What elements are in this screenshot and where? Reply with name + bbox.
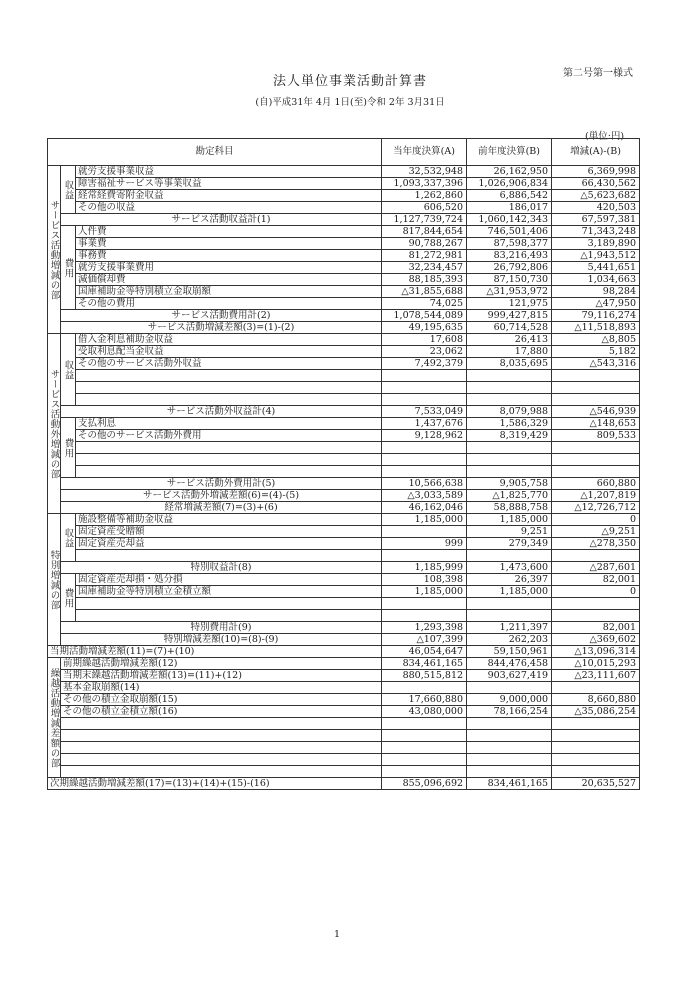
diff-value: 79,116,274: [552, 310, 640, 322]
diff-value: 420,503: [552, 202, 640, 214]
diff-value: [552, 550, 640, 562]
table-row: [48, 514, 640, 526]
table-row: [48, 190, 640, 202]
current-value: [382, 610, 467, 622]
table-row: [48, 298, 640, 310]
blank-cell: [76, 466, 382, 478]
subtotal-label: 特別費用計(9): [61, 622, 382, 634]
blank-cell: [61, 742, 382, 754]
current-value: [382, 718, 467, 730]
blank-cell: [76, 382, 382, 394]
diff-value: △9,251: [552, 526, 640, 538]
diff-value: 20,635,527: [552, 778, 640, 790]
difference-row: [48, 502, 640, 514]
current-value: 17,608: [382, 334, 467, 346]
table-row: [48, 274, 640, 286]
diff-value: △23,111,607: [552, 670, 640, 682]
diff-value: △8,805: [552, 334, 640, 346]
table-row: [48, 742, 640, 754]
previous-value: 87,598,377: [467, 238, 552, 250]
previous-value: 121,975: [467, 298, 552, 310]
account-label: 事務費: [76, 250, 382, 262]
previous-value: 78,166,254: [467, 706, 552, 718]
table-row: [48, 706, 640, 718]
blank-cell: [61, 718, 382, 730]
total-row: [48, 646, 640, 658]
previous-value: [467, 550, 552, 562]
diff-value: △546,939: [552, 406, 640, 418]
table-row: [48, 442, 640, 454]
previous-value: [467, 742, 552, 754]
diff-value: [552, 466, 640, 478]
current-value: 1,293,398: [382, 622, 467, 634]
table-row: [48, 370, 640, 382]
total-label: 次期繰越活動増減差額(17)=(13)+(14)+(15)-(16): [48, 778, 382, 790]
table-row: [48, 358, 640, 370]
previous-value: 1,185,000: [467, 586, 552, 598]
previous-value: 60,714,528: [467, 322, 552, 334]
diff-value: 0: [552, 514, 640, 526]
diff-value: △11,518,893: [552, 322, 640, 334]
blank-cell: [61, 730, 382, 742]
table-row: [48, 730, 640, 742]
diff-value: △1,943,512: [552, 250, 640, 262]
current-value: [382, 454, 467, 466]
income-subgroup-label: 収益: [61, 514, 76, 562]
previous-value: △1,825,770: [467, 490, 552, 502]
current-value: [382, 466, 467, 478]
blank-cell: [76, 610, 382, 622]
diff-value: [552, 382, 640, 394]
previous-value: 6,886,542: [467, 190, 552, 202]
current-value: 1,185,000: [382, 586, 467, 598]
expense-subgroup-label: 費用: [61, 574, 76, 622]
current-value: 834,461,165: [382, 658, 467, 670]
diff-value: [552, 766, 640, 778]
subtotal-label: サービス活動外収益計(4): [61, 406, 382, 418]
total-label: 当期活動増減差額(11)=(7)+(10): [48, 646, 382, 658]
account-label: その他のサービス活動外収益: [76, 358, 382, 370]
previous-value: [467, 718, 552, 730]
account-label: その他の積立金積立額(16): [61, 706, 382, 718]
blank-cell: [61, 754, 382, 766]
previous-value: 1,586,329: [467, 418, 552, 430]
current-value: 90,788,267: [382, 238, 467, 250]
current-value: 1,185,000: [382, 514, 467, 526]
table-row: [48, 694, 640, 706]
diff-value: 82,001: [552, 622, 640, 634]
current-value: 17,660,880: [382, 694, 467, 706]
col-header-current: 当年度決算(A): [382, 139, 467, 166]
difference-label: 特別増減差額(10)=(8)-(9): [61, 634, 382, 646]
difference-label: 経常増減差額(7)=(3)+(6): [61, 502, 382, 514]
subtotal-label: サービス活動収益計(1): [61, 214, 382, 226]
difference-row: [48, 322, 640, 334]
previous-value: 1,026,906,834: [467, 178, 552, 190]
account-label: 障害福祉サービス等事業収益: [76, 178, 382, 190]
diff-value: [552, 754, 640, 766]
subtotal-row: [48, 478, 640, 490]
previous-value: [467, 598, 552, 610]
group-label-service: サービス活動増減の部: [48, 166, 61, 334]
table-row: [48, 550, 640, 562]
previous-value: 26,397: [467, 574, 552, 586]
current-value: 606,520: [382, 202, 467, 214]
account-label: 経常経費寄附金収益: [76, 190, 382, 202]
previous-value: △31,953,972: [467, 286, 552, 298]
col-header-previous: 前年度決算(B): [467, 139, 552, 166]
blank-cell: [61, 766, 382, 778]
table-row: [48, 610, 640, 622]
previous-value: 8,319,429: [467, 430, 552, 442]
diff-value: 67,597,381: [552, 214, 640, 226]
subtotal-row: [48, 562, 640, 574]
expense-subgroup-label: 費用: [61, 418, 76, 478]
diff-value: [552, 742, 640, 754]
diff-value: [552, 454, 640, 466]
subtotal-row: [48, 214, 640, 226]
table-row: [48, 394, 640, 406]
current-value: 1,078,544,089: [382, 310, 467, 322]
current-value: △3,033,589: [382, 490, 467, 502]
difference-row: [48, 490, 640, 502]
account-label: 借入金利息補助金収益: [76, 334, 382, 346]
previous-value: 186,017: [467, 202, 552, 214]
previous-value: [467, 466, 552, 478]
previous-value: 844,476,458: [467, 658, 552, 670]
current-value: 74,025: [382, 298, 467, 310]
previous-value: 26,413: [467, 334, 552, 346]
blank-cell: [76, 550, 382, 562]
diff-value: 3,189,890: [552, 238, 640, 250]
previous-value: [467, 754, 552, 766]
header-row: [48, 139, 640, 166]
account-label: その他の収益: [76, 202, 382, 214]
current-value: 32,234,457: [382, 262, 467, 274]
table-row: [48, 586, 640, 598]
current-value: [382, 682, 467, 694]
current-value: 32,532,948: [382, 166, 467, 178]
diff-value: △148,653: [552, 418, 640, 430]
current-value: 9,128,962: [382, 430, 467, 442]
table-row: [48, 574, 640, 586]
previous-value: [467, 766, 552, 778]
income-subgroup-label: 収益: [61, 334, 76, 406]
table-row: [48, 250, 640, 262]
diff-value: [552, 730, 640, 742]
diff-value: [552, 442, 640, 454]
group-label-nonservice: サービス活動外増減の部: [48, 334, 61, 514]
diff-value: △13,096,314: [552, 646, 640, 658]
table-row: [48, 166, 640, 178]
current-value: [382, 382, 467, 394]
diff-value: [552, 598, 640, 610]
account-label: 人件費: [76, 226, 382, 238]
previous-value: 59,150,961: [467, 646, 552, 658]
diff-value: [552, 394, 640, 406]
difference-row: [48, 634, 640, 646]
account-label: 事業費: [76, 238, 382, 250]
diff-value: 0: [552, 586, 640, 598]
statement-body: [48, 139, 640, 790]
current-value: [382, 526, 467, 538]
previous-value: 8,035,695: [467, 358, 552, 370]
group-label-carryover: 繰越活動増減差額の部: [48, 658, 61, 778]
table-row: [48, 598, 640, 610]
subtotal-row: [48, 622, 640, 634]
blank-cell: [76, 598, 382, 610]
document-title: 法人単位事業活動計算書: [272, 74, 427, 89]
current-value: 1,437,676: [382, 418, 467, 430]
previous-value: [467, 610, 552, 622]
account-label: その他の費用: [76, 298, 382, 310]
difference-label: サービス活動外増減差額(6)=(4)-(5): [61, 490, 382, 502]
previous-value: 834,461,165: [467, 778, 552, 790]
diff-value: [552, 370, 640, 382]
previous-value: 1,185,000: [467, 514, 552, 526]
current-value: 7,533,049: [382, 406, 467, 418]
current-value: 1,262,860: [382, 190, 467, 202]
previous-value: 26,792,806: [467, 262, 552, 274]
group-label-special: 特別増減の部: [48, 514, 61, 646]
table-row: [48, 670, 640, 682]
current-value: [382, 754, 467, 766]
current-value: 817,844,654: [382, 226, 467, 238]
previous-value: [467, 394, 552, 406]
previous-value: 9,905,758: [467, 478, 552, 490]
table-row: [48, 382, 640, 394]
unit-note: (単位:円): [585, 131, 625, 142]
account-label: 就労支援事業収益: [76, 166, 382, 178]
income-subgroup-label: 収益: [61, 166, 76, 214]
current-value: 999: [382, 538, 467, 550]
current-value: 108,398: [382, 574, 467, 586]
blank-cell: [76, 454, 382, 466]
current-value: [382, 394, 467, 406]
table-row: [48, 238, 640, 250]
diff-value: 5,182: [552, 346, 640, 358]
diff-value: [552, 718, 640, 730]
diff-value: △278,350: [552, 538, 640, 550]
activity-statement-table: [47, 138, 640, 790]
col-header-diff: 増減(A)-(B): [552, 139, 640, 166]
previous-value: 9,000,000: [467, 694, 552, 706]
previous-value: 279,349: [467, 538, 552, 550]
diff-value: △12,726,712: [552, 502, 640, 514]
previous-value: 1,211,397: [467, 622, 552, 634]
previous-value: 1,060,142,343: [467, 214, 552, 226]
diff-value: △5,623,682: [552, 190, 640, 202]
current-value: 81,272,981: [382, 250, 467, 262]
diff-value: △287,601: [552, 562, 640, 574]
table-row: [48, 178, 640, 190]
subtotal-label: 特別収益計(8): [61, 562, 382, 574]
account-label: 減価償却費: [76, 274, 382, 286]
diff-value: △1,207,819: [552, 490, 640, 502]
table-row: [48, 286, 640, 298]
account-label: 固定資産売却益: [76, 538, 382, 550]
current-value: 46,162,046: [382, 502, 467, 514]
table-row: [48, 682, 640, 694]
page-number: 1: [334, 929, 341, 940]
diff-value: 82,001: [552, 574, 640, 586]
previous-value: [467, 442, 552, 454]
table-row: [48, 526, 640, 538]
previous-value: 1,473,600: [467, 562, 552, 574]
diff-value: △35,086,254: [552, 706, 640, 718]
previous-value: [467, 382, 552, 394]
diff-value: [552, 682, 640, 694]
table-row: [48, 202, 640, 214]
previous-value: 903,627,419: [467, 670, 552, 682]
diff-value: 5,441,651: [552, 262, 640, 274]
blank-cell: [76, 442, 382, 454]
previous-value: 83,216,493: [467, 250, 552, 262]
current-value: 1,093,337,396: [382, 178, 467, 190]
current-value: 43,080,000: [382, 706, 467, 718]
account-label: 前期繰越活動増減差額(12): [61, 658, 382, 670]
current-value: 49,195,635: [382, 322, 467, 334]
table-row: [48, 454, 640, 466]
diff-value: [552, 610, 640, 622]
table-row: [48, 658, 640, 670]
current-value: 46,054,647: [382, 646, 467, 658]
previous-value: 999,427,815: [467, 310, 552, 322]
current-value: 10,566,638: [382, 478, 467, 490]
previous-value: 26,162,950: [467, 166, 552, 178]
blank-cell: [76, 370, 382, 382]
account-label: 基本金取崩額(14): [61, 682, 382, 694]
col-header-account: 勘定科目: [48, 139, 382, 166]
current-value: 1,185,999: [382, 562, 467, 574]
current-value: [382, 766, 467, 778]
current-value: 855,096,692: [382, 778, 467, 790]
table-row: [48, 418, 640, 430]
subtotal-label: サービス活動外費用計(5): [61, 478, 382, 490]
account-label: 就労支援事業費用: [76, 262, 382, 274]
account-label: 施設整備等補助金収益: [76, 514, 382, 526]
diff-value: 71,343,248: [552, 226, 640, 238]
current-value: △31,855,688: [382, 286, 467, 298]
previous-value: [467, 454, 552, 466]
account-label: 支払利息: [76, 418, 382, 430]
current-value: 88,185,393: [382, 274, 467, 286]
account-label: その他の積立金取崩額(15): [61, 694, 382, 706]
subtotal-label: サービス活動費用計(2): [61, 310, 382, 322]
fiscal-period: (自)平成31年 4月 1日(至)令和 2年 3月31日: [255, 97, 445, 108]
table-row: [48, 262, 640, 274]
diff-value: △47,950: [552, 298, 640, 310]
current-value: [382, 550, 467, 562]
table-row: [48, 334, 640, 346]
previous-value: 746,501,406: [467, 226, 552, 238]
diff-value: △543,316: [552, 358, 640, 370]
current-value: [382, 370, 467, 382]
subtotal-row: [48, 406, 640, 418]
account-label: 国庫補助金等特別積立金取崩額: [76, 286, 382, 298]
diff-value: △10,015,293: [552, 658, 640, 670]
previous-value: 9,251: [467, 526, 552, 538]
previous-value: 262,203: [467, 634, 552, 646]
account-label: 固定資産受贈額: [76, 526, 382, 538]
table-row: [48, 430, 640, 442]
diff-value: △369,602: [552, 634, 640, 646]
table-row: [48, 766, 640, 778]
previous-value: 58,888,758: [467, 502, 552, 514]
current-value: [382, 442, 467, 454]
current-value: 880,515,812: [382, 670, 467, 682]
account-label: 当期末繰越活動増減差額(13)=(11)+(12): [61, 670, 382, 682]
diff-value: 809,533: [552, 430, 640, 442]
previous-value: [467, 370, 552, 382]
current-value: 1,127,739,724: [382, 214, 467, 226]
previous-value: [467, 682, 552, 694]
previous-value: 87,150,730: [467, 274, 552, 286]
previous-value: 8,079,988: [467, 406, 552, 418]
form-number: 第二号第一様式: [563, 68, 633, 79]
current-value: [382, 742, 467, 754]
previous-value: [467, 730, 552, 742]
previous-value: 17,880: [467, 346, 552, 358]
diff-value: 660,880: [552, 478, 640, 490]
diff-value: 6,369,998: [552, 166, 640, 178]
total-row: [48, 778, 640, 790]
table-row: [48, 538, 640, 550]
account-label: 受取利息配当金収益: [76, 346, 382, 358]
current-value: 23,062: [382, 346, 467, 358]
diff-value: 1,034,663: [552, 274, 640, 286]
current-value: 7,492,379: [382, 358, 467, 370]
diff-value: 66,430,562: [552, 178, 640, 190]
table-row: [48, 226, 640, 238]
table-row: [48, 718, 640, 730]
table-row: [48, 466, 640, 478]
current-value: [382, 730, 467, 742]
diff-value: 8,660,880: [552, 694, 640, 706]
account-label: 固定資産売却損・処分損: [76, 574, 382, 586]
expense-subgroup-label: 費用: [61, 226, 76, 310]
difference-label: サービス活動増減差額(3)=(1)-(2): [61, 322, 382, 334]
current-value: [382, 598, 467, 610]
current-value: △107,399: [382, 634, 467, 646]
table-row: [48, 346, 640, 358]
blank-cell: [76, 394, 382, 406]
diff-value: 98,284: [552, 286, 640, 298]
subtotal-row: [48, 310, 640, 322]
account-label: その他のサービス活動外費用: [76, 430, 382, 442]
account-label: 国庫補助金等特別積立金積立額: [76, 586, 382, 598]
table-row: [48, 754, 640, 766]
